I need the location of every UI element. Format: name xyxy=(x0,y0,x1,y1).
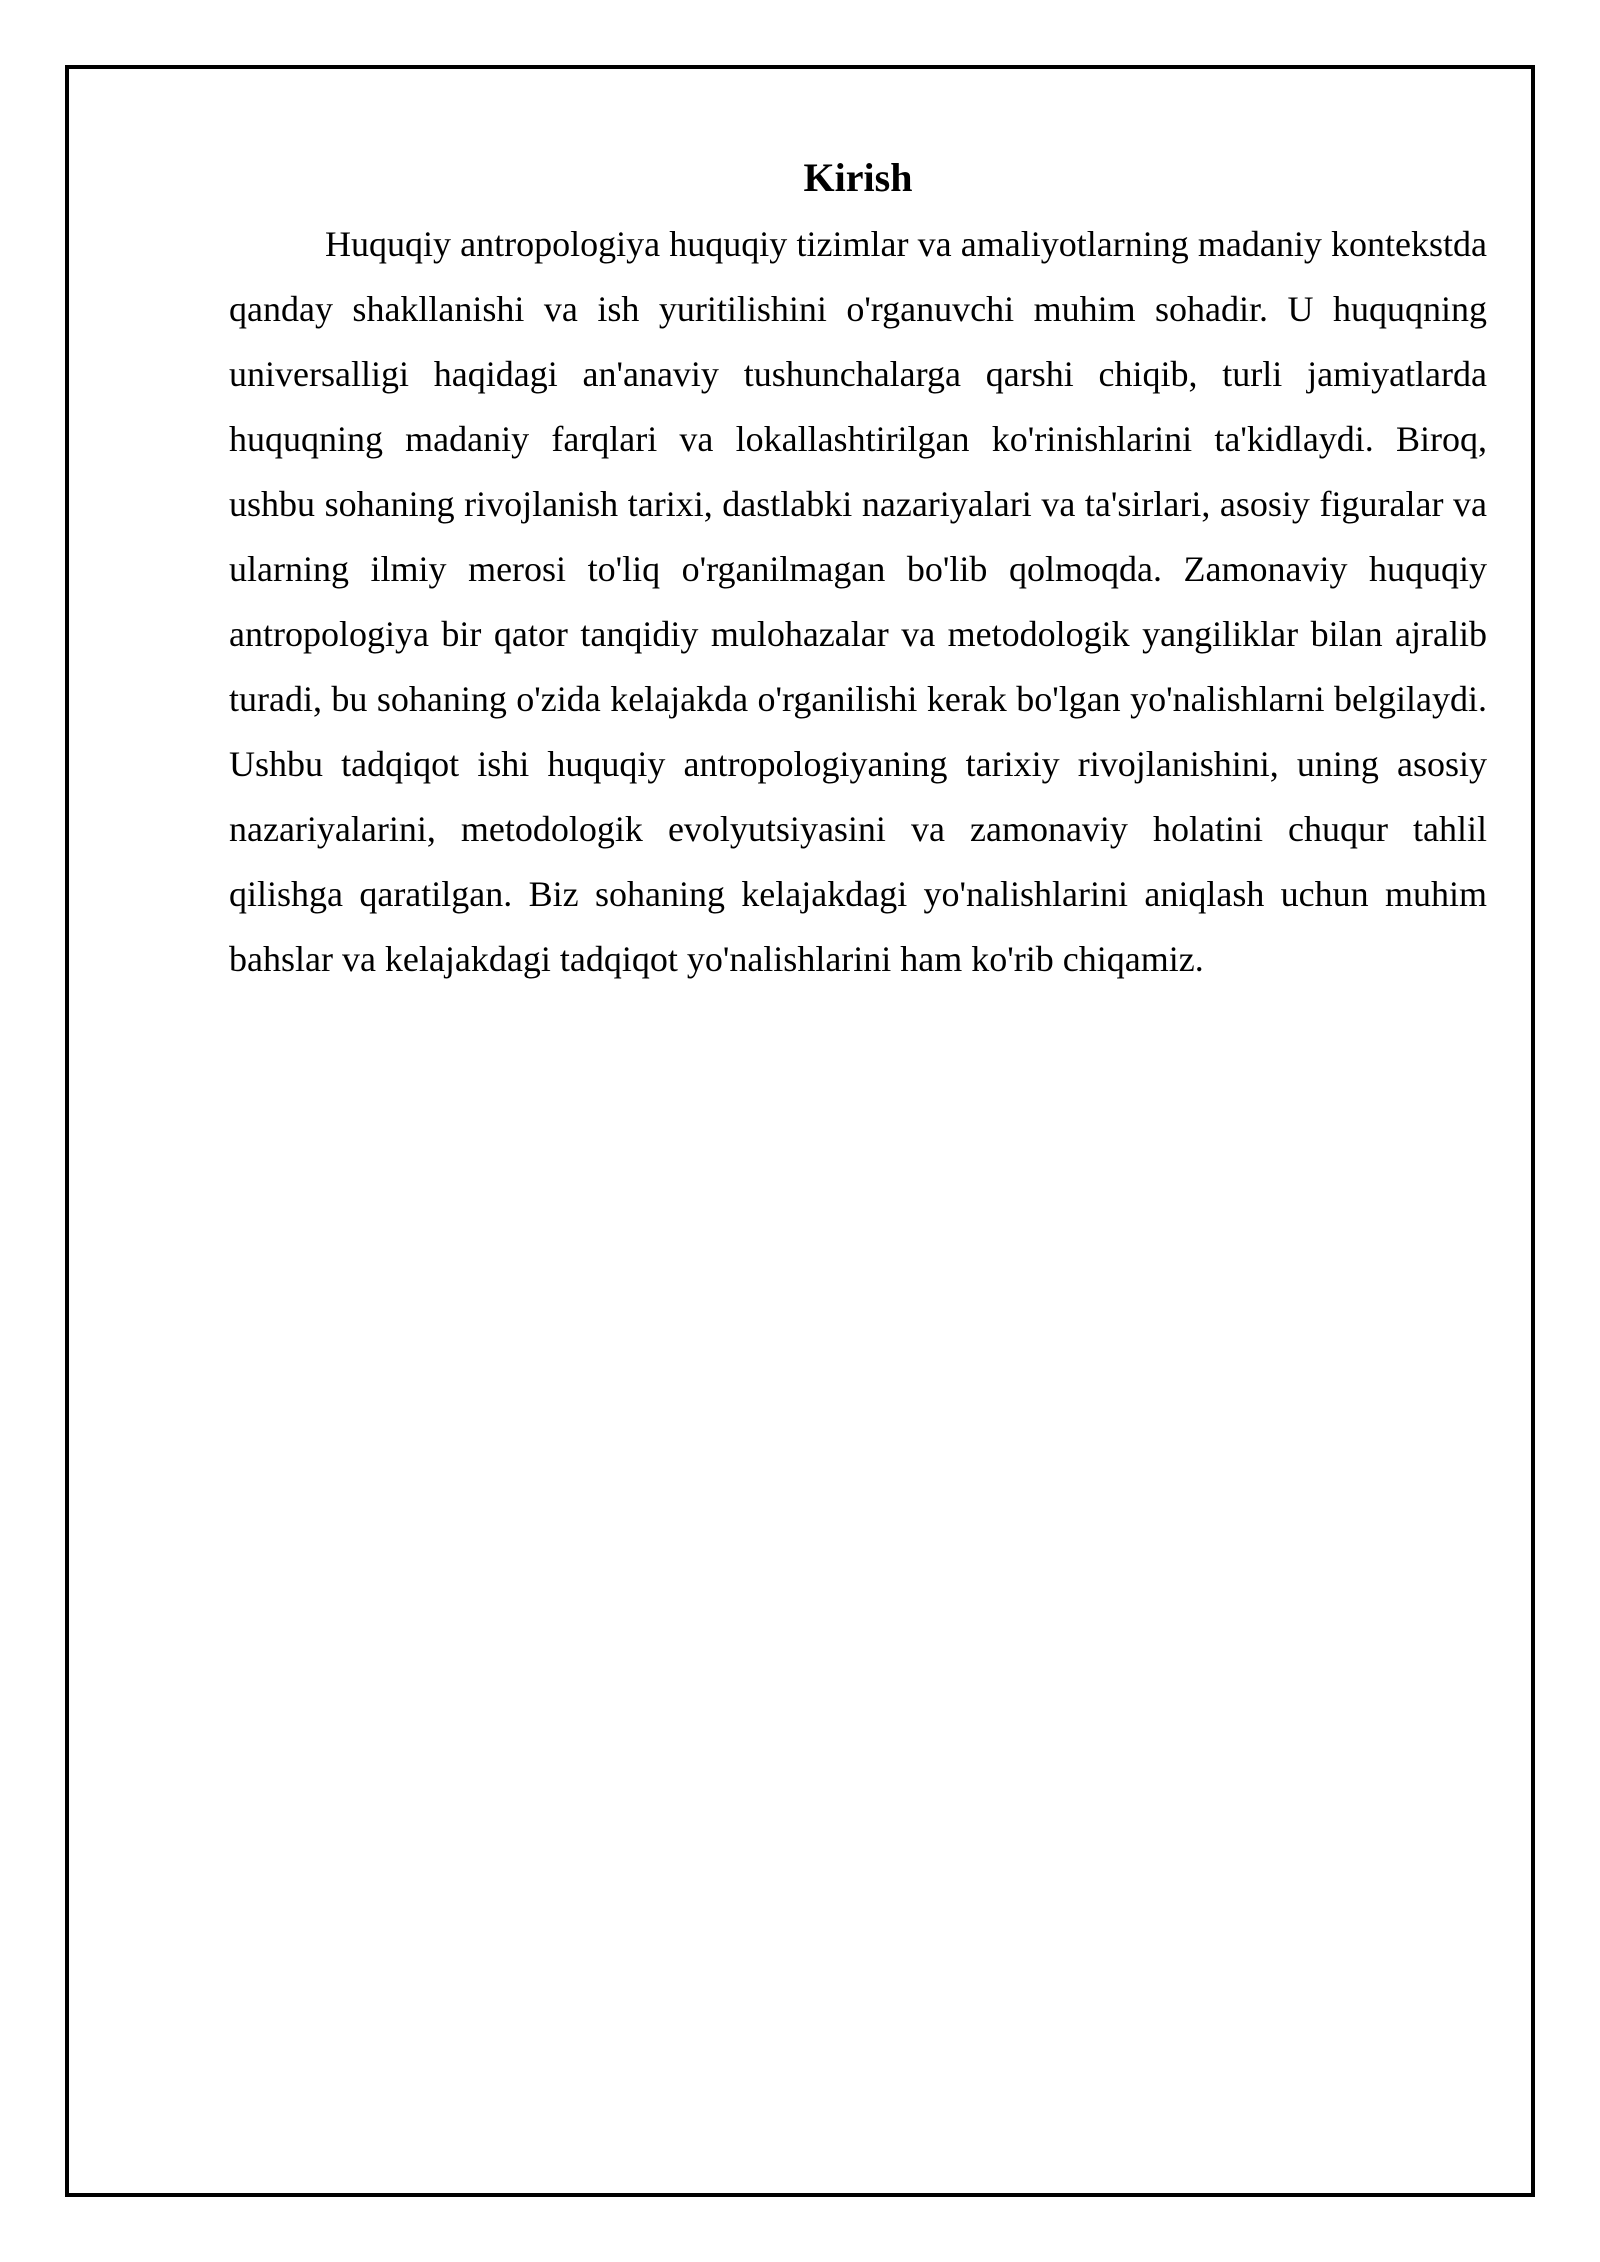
document-content xyxy=(229,148,1487,992)
body-paragraph: Huquqiy antropologiya huquqiy tizimlar va amaliyotlarning madaniy kontekstda qanday shakllanishi va ish yuritilishini o'rganuvchi muhim sohadir. U huquqning universalligi haqidagi an'anaviy tushunchalarga qarshi chiqib, turli jamiyatlarda huquqning madaniy farqlari va lokallashtirilgan ko'rinishlarini ta'kidlaydi. Biroq, ushbu sohaning rivojlanish tarixi, dastlabki nazariyalari va ta'sirlari, asosiy figuralar va ularning ilmiy merosi to'liq o'rganilmagan bo'lib qolmoqda. Zamonaviy huquqiy antropologiya bir qator tanqidiy mulohazalar va metodologik yangiliklar bilan ajralib turadi, bu sohaning o'zida kelajakda o'rganilishi kerak bo'lgan yo'nalishlarni belgilaydi. Ushbu tadqiqot ishi huquqiy antropologiyaning tarixiy rivojlanishini, uning asosiy nazariyalarini, metodologik evolyutsiyasini va zamonaviy holatini chuqur tahlil qilishga qaratilgan. Biz sohaning kelajakdagi yo'nalishlarini aniqlash uchun muhim bahslar va kelajakdagi tadqiqot yo'nalishlarini ham ko'rib chiqamiz. xyxy=(229,224,1487,979)
page-title: Kirish xyxy=(803,155,913,200)
